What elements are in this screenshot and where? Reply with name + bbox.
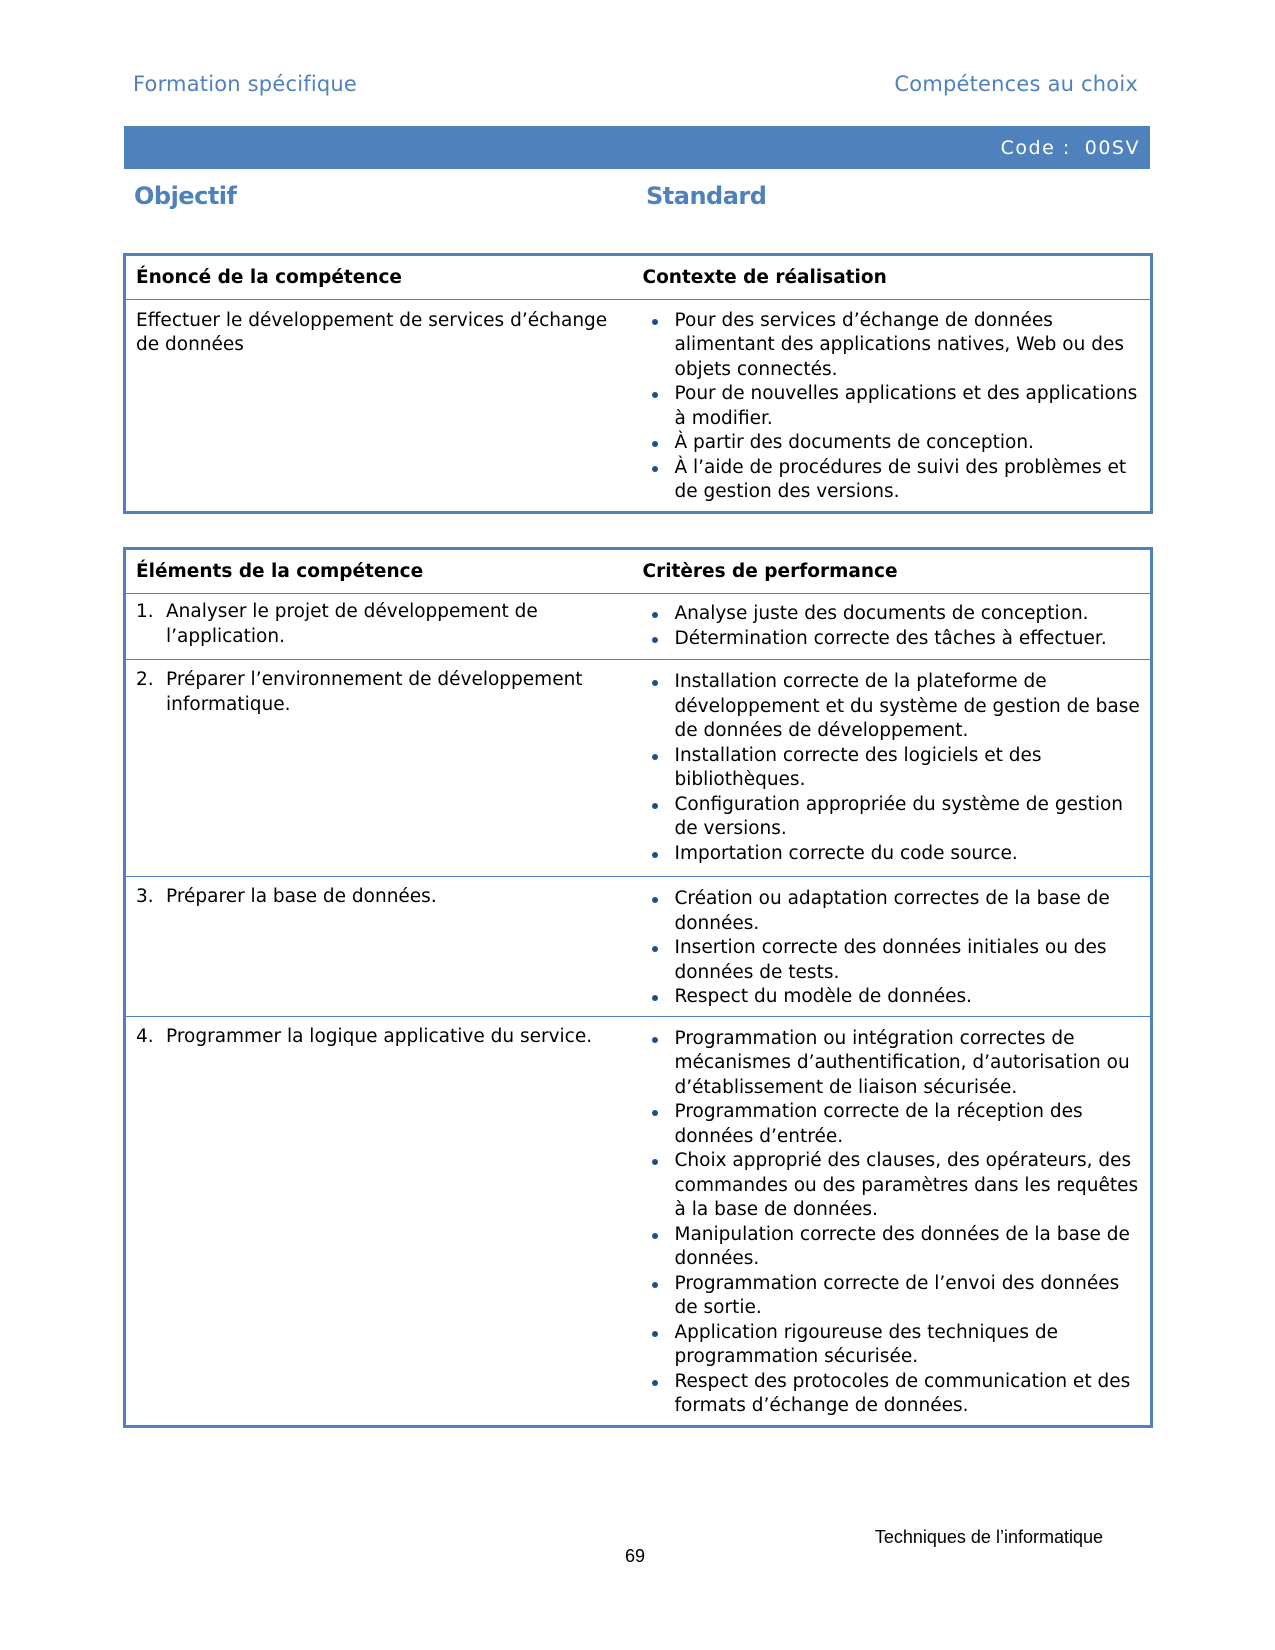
- criteria-item: [643, 1370, 1141, 1419]
- criteria-text: Respect du modèle de données.: [674, 986, 972, 1007]
- bullet-icon: [652, 466, 658, 472]
- criteria-text: Configuration appropriée du système de gestion de versions.: [674, 793, 1124, 839]
- criteria-cell: [633, 594, 1152, 660]
- context-item: [643, 382, 1141, 431]
- element-cell: [125, 877, 633, 1017]
- bullet-icon: [652, 680, 658, 686]
- footer-program-title: Techniques de l’informatique: [874, 1527, 1103, 1547]
- element-cell: [125, 660, 633, 877]
- context-text: Pour de nouvelles applications et des applications à modifier.: [674, 383, 1138, 429]
- header-program-type: Formation spécifique: [133, 72, 358, 96]
- criteria-list: [643, 887, 1141, 1010]
- criteria-item: [643, 670, 1141, 744]
- element-item: [136, 668, 623, 717]
- element-list: [136, 600, 623, 649]
- criteria-text: Respect des protocoles de communication et des formats d’échange de données.: [674, 1370, 1131, 1416]
- bullet-icon: [652, 897, 658, 903]
- table-row: [125, 1016, 1152, 1426]
- table-row: [125, 660, 1152, 877]
- element-list: [136, 1025, 623, 1050]
- element-item: [136, 1025, 623, 1050]
- element-cell: [125, 1016, 633, 1426]
- context-text: Pour des services d’échange de données alimentant des applications natives, Web ou des objets connectés.: [674, 309, 1124, 380]
- code-bar: [124, 126, 1150, 169]
- element-item: [136, 600, 623, 649]
- criteria-item: [643, 602, 1141, 627]
- criteria-item: [643, 744, 1141, 793]
- criteria-text: Insertion correcte des données initiales ou des données de tests.: [674, 937, 1107, 983]
- element-list: [136, 885, 623, 910]
- bullet-icon: [652, 754, 658, 760]
- criteria-item: [643, 1149, 1141, 1223]
- bullet-icon: [652, 637, 658, 643]
- criteria-text: Importation correcte du code source.: [674, 842, 1018, 864]
- criteria-text: Manipulation correcte des données de la base de données.: [674, 1223, 1130, 1269]
- table-header-row: [125, 549, 1152, 594]
- criteria-item: [643, 1272, 1141, 1321]
- context-list: [643, 309, 1141, 505]
- criteria-item: [643, 1027, 1141, 1101]
- bullet-icon: [652, 1380, 658, 1386]
- table-header-row: [125, 255, 1152, 300]
- criteria-text: Programmation ou intégration correctes de mécanismes d’authentification, d’autorisation ou d’établissement de liaison sécurisée.: [674, 1027, 1130, 1098]
- element-text: Programmer la logique applicative du service.: [166, 1025, 593, 1047]
- element-number: 1.: [136, 601, 154, 622]
- criteria-text: Installation correcte des logiciels et des bibliothèques.: [674, 744, 1042, 790]
- criteria-cell: [633, 1016, 1152, 1426]
- element-list: [136, 668, 623, 717]
- criteria-text: Application rigoureuse des techniques de programmation sécurisée.: [674, 1321, 1059, 1367]
- bullet-icon: [652, 1331, 658, 1337]
- context-item: [643, 456, 1141, 505]
- bullet-icon: [652, 612, 658, 618]
- criteria-list: [643, 1027, 1141, 1419]
- element-text: Analyser le projet de développement de l’application.: [166, 601, 538, 647]
- section-title-standard: Standard: [646, 182, 767, 210]
- header-competency-category: Compétences au choix: [894, 72, 1138, 96]
- table-row: [125, 594, 1152, 660]
- bullet-icon: [652, 803, 658, 809]
- competency-statement-table: [123, 253, 1153, 514]
- criteria-text: Détermination correcte des tâches à effectuer.: [674, 627, 1107, 649]
- criteria-cell: [633, 660, 1152, 877]
- table-row: [125, 877, 1152, 1017]
- criteria-item: [643, 793, 1141, 842]
- section-title-objectif: Objectif: [134, 182, 237, 210]
- criteria-text: Programmation correcte de la réception des données d’entrée.: [674, 1101, 1083, 1147]
- bullet-icon: [652, 946, 658, 952]
- element-number: 4.: [136, 1025, 154, 1047]
- context-text: À l’aide de procédures de suivi des problèmes et de gestion des versions.: [674, 456, 1127, 502]
- element-cell: [125, 594, 633, 660]
- column-header-enonce: Énoncé de la compétence: [125, 255, 633, 300]
- elements-criteria-table: [123, 547, 1153, 1428]
- element-number: 2.: [136, 669, 154, 690]
- criteria-text: Installation correcte de la plateforme de développement et du système de gestion de base de données de développement.: [674, 671, 1140, 741]
- criteria-item: [643, 936, 1141, 985]
- bullet-icon: [652, 1159, 658, 1165]
- bullet-icon: [652, 1233, 658, 1239]
- criteria-item: [643, 1321, 1141, 1370]
- criteria-text: Analyse juste des documents de conception.: [674, 603, 1089, 624]
- column-header-contexte: Contexte de réalisation: [633, 255, 1152, 300]
- bullet-icon: [652, 319, 658, 325]
- criteria-item: [643, 1223, 1141, 1272]
- code-label: Code :: [1000, 136, 1071, 159]
- criteria-item: [643, 842, 1141, 867]
- code-value: 00SV: [1084, 136, 1140, 159]
- criteria-item: [643, 985, 1141, 1010]
- criteria-list: [643, 670, 1141, 866]
- context-item: [643, 309, 1141, 383]
- element-number: 3.: [136, 886, 154, 907]
- page-number: 69: [625, 1546, 646, 1566]
- criteria-text: Programmation correcte de l’envoi des données de sortie.: [674, 1272, 1120, 1318]
- criteria-cell: [633, 877, 1152, 1017]
- criteria-text: Choix approprié des clauses, des opérateurs, des commandes ou des paramètres dans les requêtes à la base de données.: [674, 1150, 1139, 1220]
- bullet-icon: [652, 1282, 658, 1288]
- bullet-icon: [652, 441, 658, 447]
- criteria-item: [643, 627, 1141, 652]
- context-cell: [633, 299, 1152, 512]
- criteria-text: Création ou adaptation correctes de la base de données.: [674, 888, 1110, 934]
- element-text: Préparer l’environnement de développement informatique.: [166, 669, 583, 715]
- context-item: [643, 431, 1141, 456]
- column-header-elements: Éléments de la compétence: [125, 549, 633, 594]
- competency-statement: Effectuer le développement de services d’échange de données: [125, 299, 633, 512]
- bullet-icon: [652, 995, 658, 1001]
- context-text: À partir des documents de conception.: [674, 432, 1034, 453]
- column-header-criteres: Critères de performance: [633, 549, 1152, 594]
- table-row: [125, 299, 1152, 512]
- element-text: Préparer la base de données.: [166, 886, 437, 907]
- bullet-icon: [652, 1037, 658, 1043]
- criteria-item: [643, 1100, 1141, 1149]
- bullet-icon: [652, 852, 658, 858]
- bullet-icon: [652, 392, 658, 398]
- element-item: [136, 885, 623, 910]
- criteria-list: [643, 602, 1141, 651]
- criteria-item: [643, 887, 1141, 936]
- bullet-icon: [652, 1110, 658, 1116]
